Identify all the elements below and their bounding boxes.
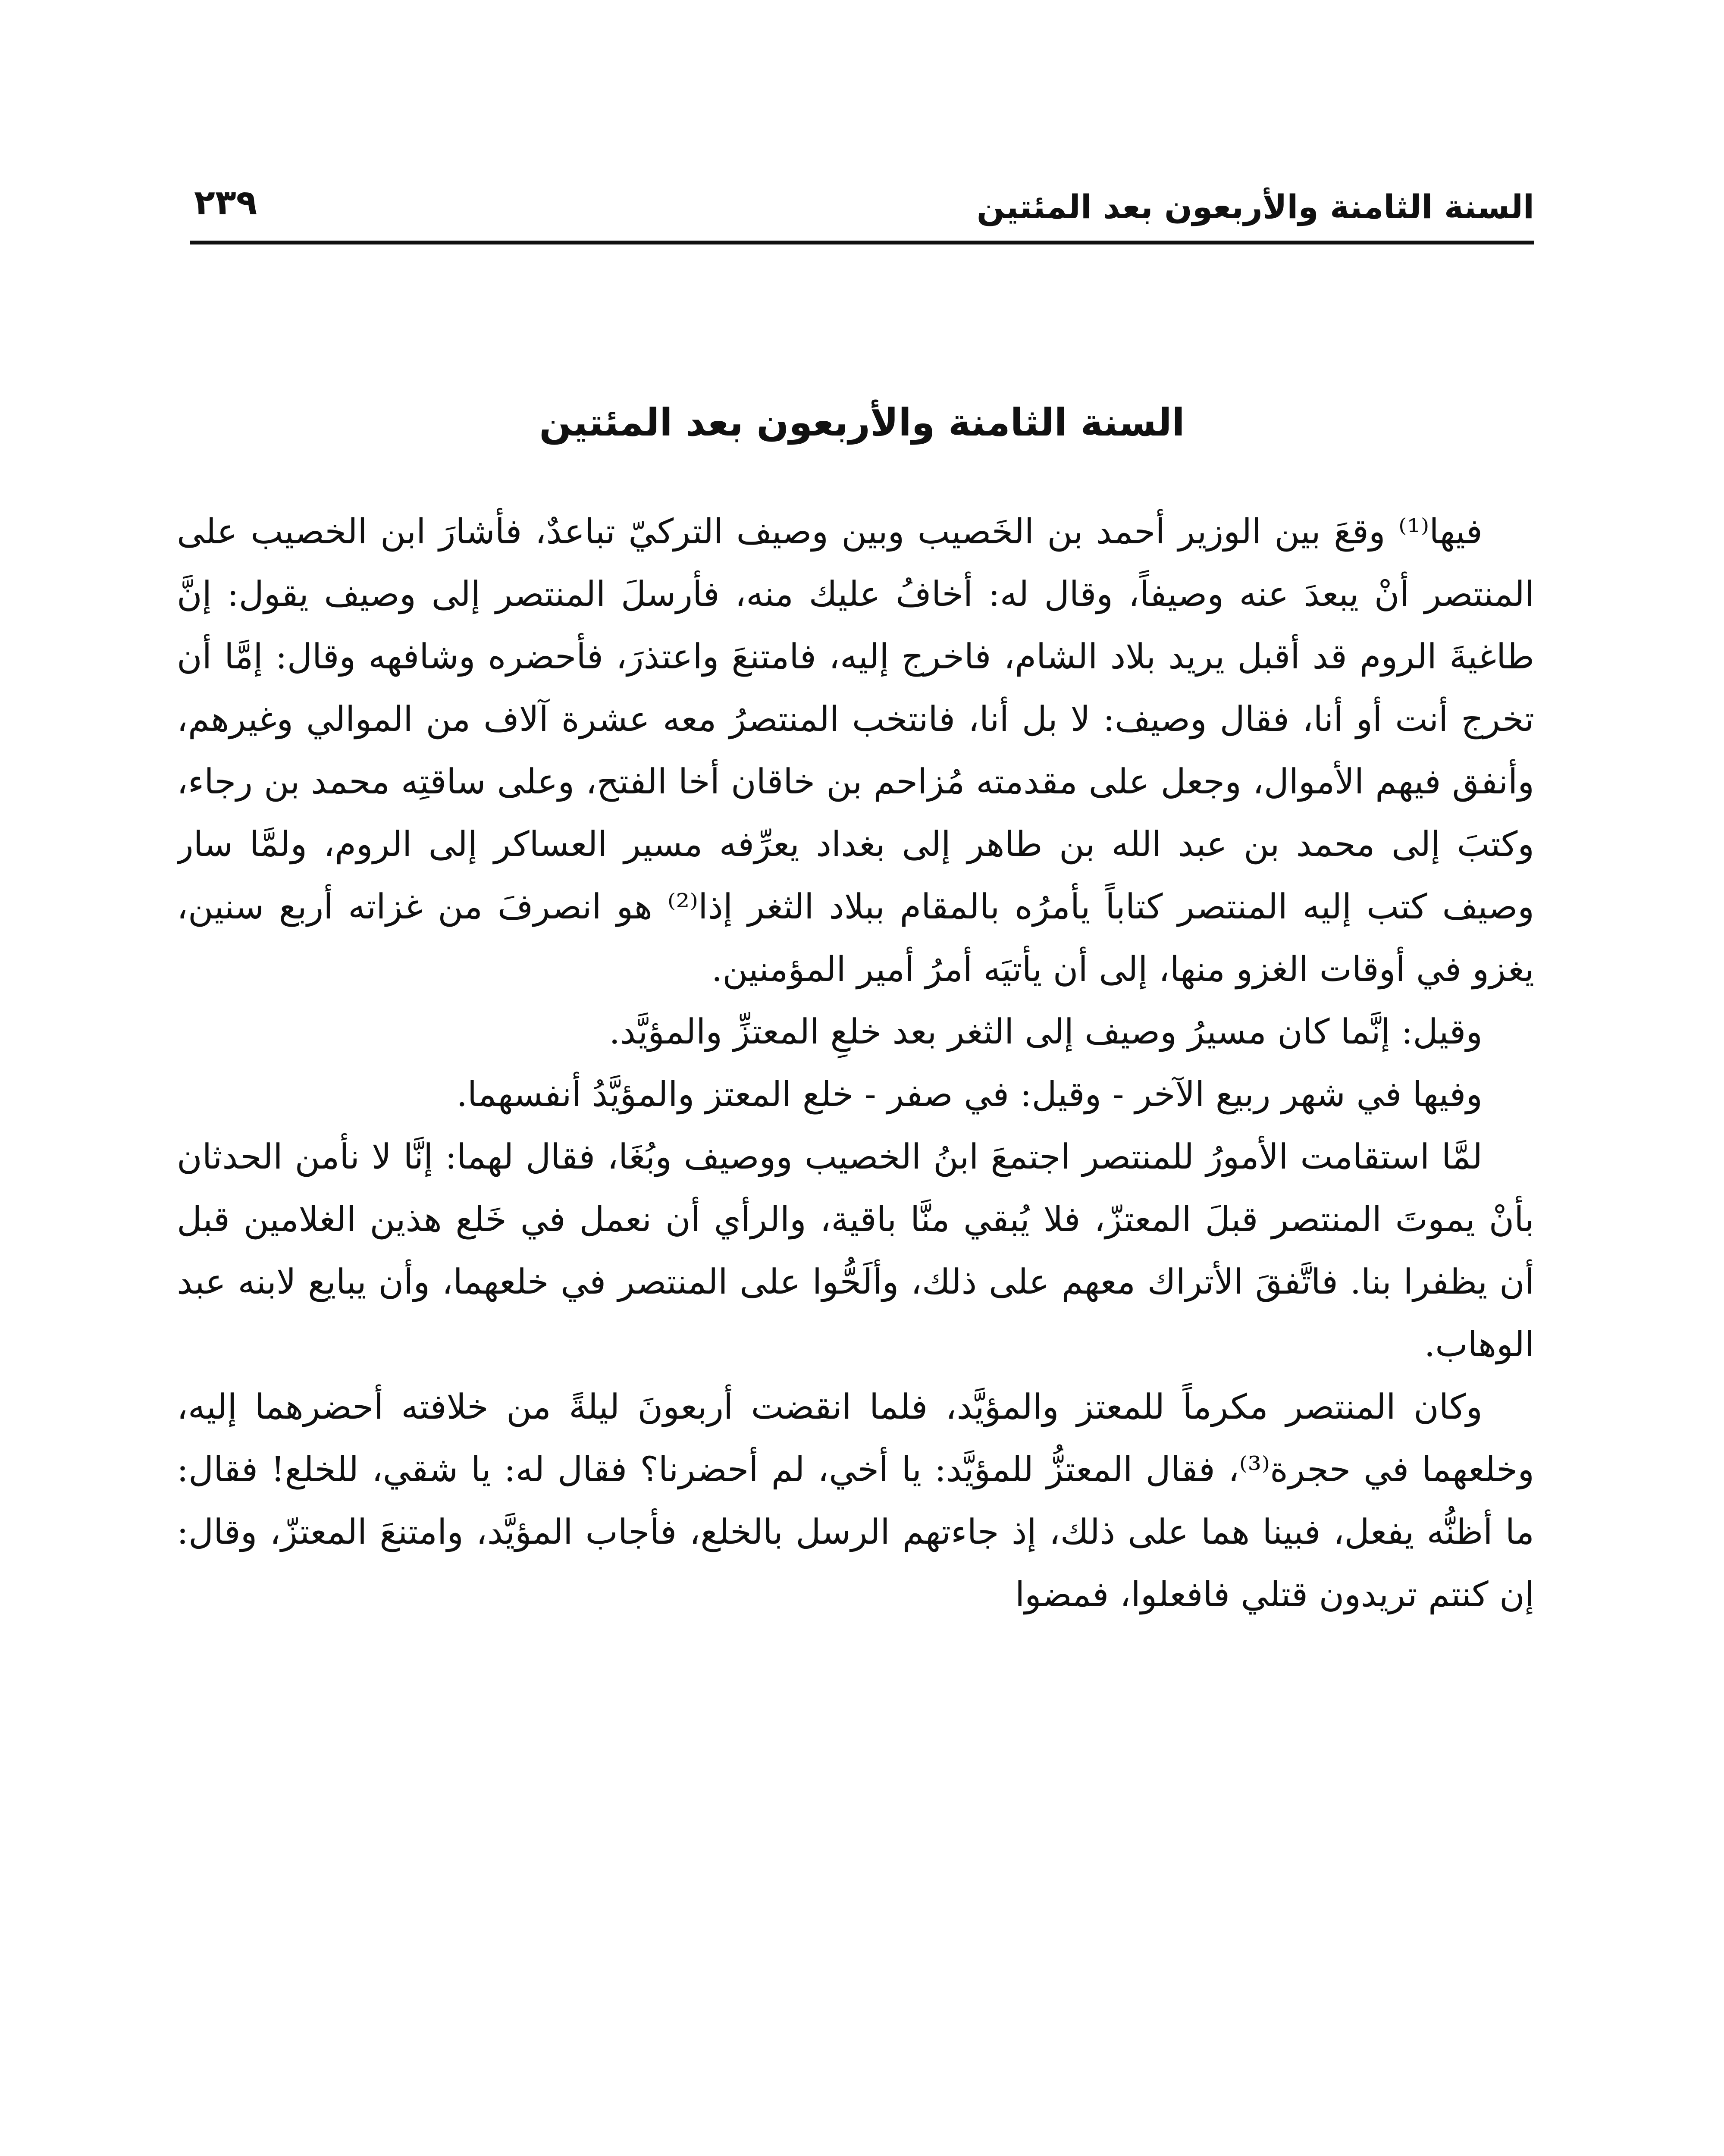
section-heading: السنة الثامنة والأربعون بعد المئتين	[539, 400, 1185, 445]
paragraph: فيها⁽¹⁾ وقعَ بين الوزير أحمد بن الخَصيب وبين وصيف التركيّ تباعدٌ، فأشارَ ابن الخصيب على المنتصر أنْ يبعدَ عنه وصيفاً، وقال له: أخافُ عليك منه، فأرسلَ المنتصر إلى وصيف يقول: إنَّ طاغيةَ الروم قد أقبل يريد بلاد الشام، فاخرج إليه، فامتنعَ واعتذرَ، فأحضره وشافهه وقال: إمَّا أن تخرج أنت أو أنا، فقال وصيف: لا بل أنا، فانتخب المنتصرُ معه عشرة آلاف من الموالي وغيرهم، وأنفق فيهم الأموال، وجعل على مقدمته مُزاحم بن خاقان أخا الفتح، وعلى ساقتِه محمد بن رجاء، وكتبَ إلى محمد بن عبد الله بن طاهر إلى بغداد يعرِّفه مسير العساكر إلى الروم، ولمَّا سار وصيف كتب إليه المنتصر كتاباً يأمرُه بالمقام ببلاد الثغر إذا⁽²⁾ هو انصرفَ من غزاته أربع سنين، يغزو في أوقات الغزو منها، إلى أن يأتيَه أمرُ أمير المؤمنين.	[177, 511, 1534, 989]
paragraph: وفيها في شهر ربيع الآخر - وقيل: في صفر - خلع المعتز والمؤيَّدُ أنفسهما.	[456, 1074, 1483, 1114]
paragraph: وكان المنتصر مكرماً للمعتز والمؤيَّد، فلما انقضت أربعونَ ليلةً من خلافته أحضرهما إليه، وخلعهما في حجرة⁽³⁾، فقال المعتزُّ للمؤيَّد: يا أخي، لم أحضرنا؟ فقال له: يا شقي، للخلع! فقال: ما أظنُّه يفعل، فبينا هما على ذلك، إذ جاءتهم الرسل بالخلع، فأجاب المؤيَّد، وامتنعَ المعتزّ، وقال: إن كنتم تريدون قتلي فافعلوا، فمضوا	[177, 1387, 1534, 1614]
paragraph: وقيل: إنَّما كان مسيرُ وصيف إلى الثغر بعد خلعِ المعتزِّ والمؤيَّد.	[609, 1012, 1483, 1052]
running-header	[190, 168, 1534, 233]
page-number: ٢٣٩	[194, 182, 257, 222]
running-header-title: السنة الثامنة والأربعون بعد المئتين	[976, 188, 1534, 226]
body-text	[177, 500, 1534, 2156]
header-rule	[190, 241, 1534, 244]
paragraph: لمَّا استقامت الأمورُ للمنتصر اجتمعَ ابنُ الخصيب ووصيف وبُغَا، فقال لهما: إنَّا لا نأمن الحدثان بأنْ يموتَ المنتصر قبلَ المعتزّ، فلا يُبقي منَّا باقية، والرأي أن نعمل في خَلع هذين الغلامين قبل أن يظفرا بنا. فاتَّفقَ الأتراك معهم على ذلك، وألَحُّوا على المنتصر في خلعهما، وأن يبايع لابنه عبد الوهاب.	[177, 1137, 1534, 1364]
